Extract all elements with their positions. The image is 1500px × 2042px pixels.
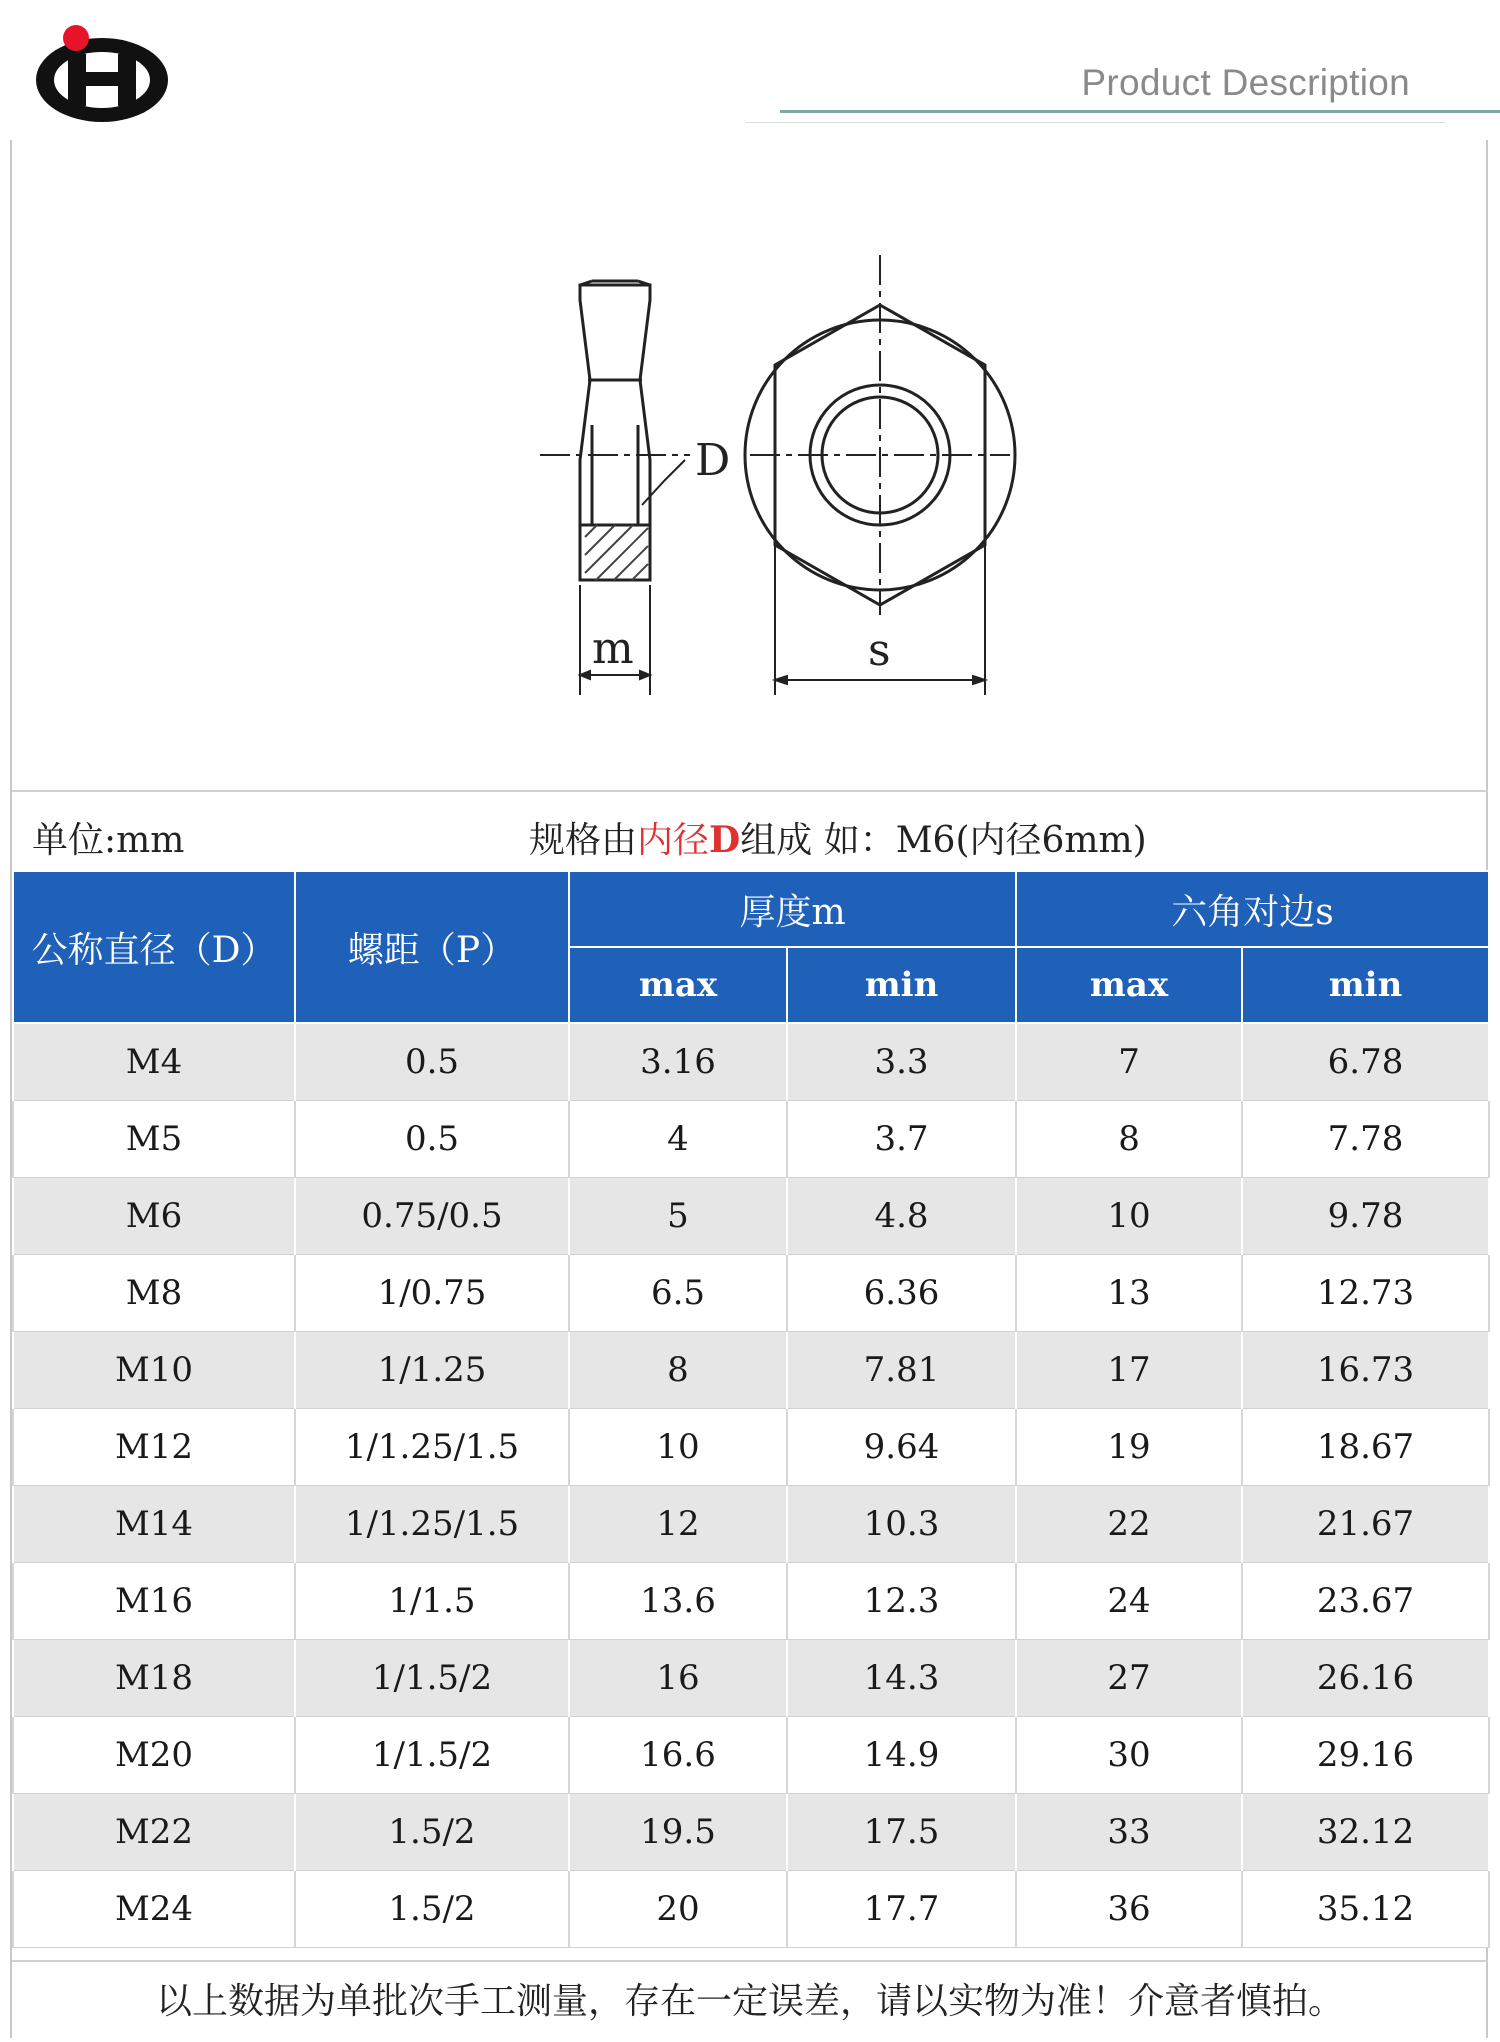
table-cell: 3.3	[787, 1023, 1016, 1101]
table-cell: 20	[569, 1871, 787, 1948]
table-row	[13, 1101, 1489, 1178]
table-cell: 17.7	[787, 1871, 1016, 1948]
header-pitch: 螺距（P）	[295, 871, 569, 1023]
table-cell: M8	[13, 1255, 295, 1332]
table-cell: 3.7	[787, 1101, 1016, 1178]
header-diameter: 公称直径（D）	[13, 871, 295, 1023]
table-row	[13, 1023, 1489, 1101]
table-row	[13, 1640, 1489, 1717]
table-cell: 1/1.5	[295, 1563, 569, 1640]
table-cell: 9.64	[787, 1409, 1016, 1486]
table-cell: 7	[1016, 1023, 1242, 1101]
table-cell: 14.9	[787, 1717, 1016, 1794]
table-cell: 24	[1016, 1563, 1242, 1640]
spec-note-prefix: 规格由	[529, 820, 638, 861]
table-cell: M4	[13, 1023, 295, 1101]
header-flats-min: min	[1242, 947, 1489, 1023]
unit-row	[12, 790, 1488, 870]
table-cell: 17	[1016, 1332, 1242, 1409]
table-cell: 1/0.75	[295, 1255, 569, 1332]
header-thickness-min: min	[787, 947, 1016, 1023]
header-thickness: 厚度m	[569, 871, 1016, 947]
header-flats-max: max	[1016, 947, 1242, 1023]
table-cell: 0.5	[295, 1101, 569, 1178]
table-cell: 14.3	[787, 1640, 1016, 1717]
table-row	[13, 1332, 1489, 1409]
spec-note-red-bold: D	[709, 819, 741, 861]
table-cell: M20	[13, 1717, 295, 1794]
header-divider-thin	[745, 122, 1445, 123]
hex-nut-diagram	[530, 255, 1150, 735]
table-cell: 6.78	[1242, 1023, 1489, 1101]
table-row	[13, 1178, 1489, 1255]
table-cell: 16	[569, 1640, 787, 1717]
table-cell: 19	[1016, 1409, 1242, 1486]
table-cell: 23.67	[1242, 1563, 1489, 1640]
table-cell: 6.36	[787, 1255, 1016, 1332]
brand-logo	[30, 12, 175, 127]
table-cell: 7.78	[1242, 1101, 1489, 1178]
table-cell: 13	[1016, 1255, 1242, 1332]
table-cell: M16	[13, 1563, 295, 1640]
table-cell: 16.6	[569, 1717, 787, 1794]
table-cell: M24	[13, 1871, 295, 1948]
table-cell: 12	[569, 1486, 787, 1563]
table-cell: 5	[569, 1178, 787, 1255]
spec-note-suffix: 组成 如：M6(内径6mm)	[740, 820, 1147, 861]
table-cell: 19.5	[569, 1794, 787, 1871]
table-cell: 9.78	[1242, 1178, 1489, 1255]
spec-note	[529, 812, 1147, 863]
table-cell: M18	[13, 1640, 295, 1717]
table-row	[13, 1871, 1489, 1948]
table-cell: 32.12	[1242, 1794, 1489, 1871]
table-cell: 35.12	[1242, 1871, 1489, 1948]
table-cell: 3.16	[569, 1023, 787, 1101]
table-cell: 29.16	[1242, 1717, 1489, 1794]
page-title: Product Description	[1081, 62, 1410, 103]
table-row	[13, 1255, 1489, 1332]
table-cell: 0.75/0.5	[295, 1178, 569, 1255]
table-cell: 27	[1016, 1640, 1242, 1717]
table-cell: 26.16	[1242, 1640, 1489, 1717]
table-cell: 1/1.25/1.5	[295, 1409, 569, 1486]
table-cell: M6	[13, 1178, 295, 1255]
table-row	[13, 1794, 1489, 1871]
header-across-flats: 六角对边s	[1016, 871, 1489, 947]
diagram-label-m: m	[592, 623, 634, 674]
spec-note-red: 内径	[637, 820, 710, 861]
table-cell: 17.5	[787, 1794, 1016, 1871]
table-cell: 13.6	[569, 1563, 787, 1640]
spec-table	[12, 870, 1490, 1948]
table-cell: 4.8	[787, 1178, 1016, 1255]
table-cell: 10	[569, 1409, 787, 1486]
header-thickness-max: max	[569, 947, 787, 1023]
unit-label: 单位:mm	[32, 820, 185, 861]
table-cell: M10	[13, 1332, 295, 1409]
table-cell: 1.5/2	[295, 1871, 569, 1948]
table-row	[13, 1409, 1489, 1486]
table-cell: 8	[1016, 1101, 1242, 1178]
table-cell: 33	[1016, 1794, 1242, 1871]
diagram-label-s: s	[868, 625, 891, 676]
table-cell: M14	[13, 1486, 295, 1563]
page-header	[0, 0, 1500, 130]
table-cell: 12.73	[1242, 1255, 1489, 1332]
table-row	[13, 1563, 1489, 1640]
table-cell: M5	[13, 1101, 295, 1178]
header-divider	[780, 110, 1500, 113]
table-cell: 1/1.25	[295, 1332, 569, 1409]
table-cell: 0.5	[295, 1023, 569, 1101]
table-cell: M22	[13, 1794, 295, 1871]
table-cell: 22	[1016, 1486, 1242, 1563]
table-cell: 4	[569, 1101, 787, 1178]
table-cell: 1.5/2	[295, 1794, 569, 1871]
table-cell: 6.5	[569, 1255, 787, 1332]
table-cell: 18.67	[1242, 1409, 1489, 1486]
table-cell: 1/1.5/2	[295, 1717, 569, 1794]
footer-disclaimer: 以上数据为单批次手工测量，存在一定误差，请以实物为准！介意者慎拍。	[12, 1960, 1488, 2040]
table-cell: 1/1.5/2	[295, 1640, 569, 1717]
table-cell: 16.73	[1242, 1332, 1489, 1409]
table-cell: M12	[13, 1409, 295, 1486]
table-cell: 12.3	[787, 1563, 1016, 1640]
table-cell: 36	[1016, 1871, 1242, 1948]
table-cell: 1/1.25/1.5	[295, 1486, 569, 1563]
spec-table-body	[13, 1023, 1489, 1948]
diagram-label-d: D	[695, 435, 731, 486]
table-cell: 8	[569, 1332, 787, 1409]
table-cell: 7.81	[787, 1332, 1016, 1409]
table-cell: 21.67	[1242, 1486, 1489, 1563]
table-cell: 30	[1016, 1717, 1242, 1794]
table-row	[13, 1717, 1489, 1794]
table-row	[13, 1486, 1489, 1563]
table-cell: 10.3	[787, 1486, 1016, 1563]
table-cell: 10	[1016, 1178, 1242, 1255]
